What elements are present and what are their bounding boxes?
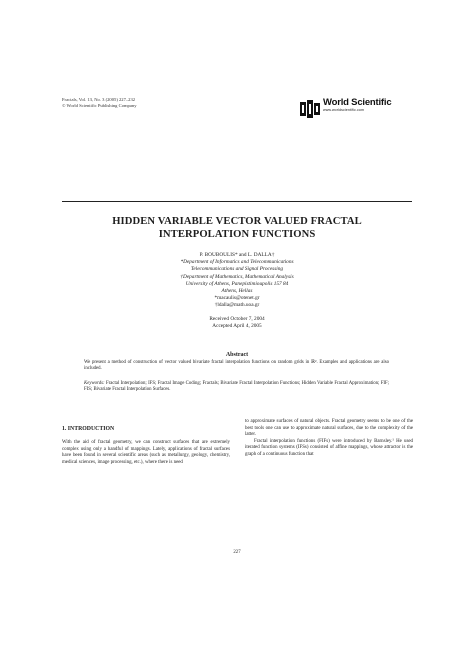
right-column <box>245 419 413 459</box>
affiliation-1-line-1: *Department of Informatics and Telecommunications <box>180 259 294 266</box>
header-rule <box>62 201 412 202</box>
intro-paragraph-3: Fractal interpolation functions (FIFs) were introduced by Barnsley.¹ He used iterated function systems (IFSs) consisted of affine mappings, whose attractor is the graph of a continuous function that <box>245 438 413 457</box>
section-heading-introduction: 1. INTRODUCTION <box>62 426 115 432</box>
affiliation-2-line-2: University of Athens, Panepistimioupolis 157 84 <box>185 280 289 287</box>
abstract-heading: Abstract <box>225 352 249 358</box>
left-column <box>62 440 230 466</box>
title-line-1: HIDDEN VARIABLE VECTOR VALUED FRACTAL <box>112 216 362 227</box>
journal-citation <box>62 97 137 109</box>
affiliation-2-line-1: †Department of Mathematics, Mathematical Analysis <box>180 273 294 280</box>
accepted-date: Accepted April 4, 2005 <box>212 322 262 329</box>
publisher-name: World Scientific <box>323 97 392 108</box>
affiliation-1-line-2: Telecommunications and Signal Processing <box>190 266 284 273</box>
received-date: Received October 7, 2004 <box>209 315 265 322</box>
publisher-places: www.worldscientific.com <box>323 108 365 112</box>
paper-title <box>62 216 412 241</box>
keywords <box>84 381 389 394</box>
page-number: 227 <box>233 550 241 555</box>
abstract-text: We present a method of construction of vector valued bivariate fractal interpolation functions on random grids in ℝ². Examples and applications are also included. <box>84 360 389 372</box>
authors: P. BOUBOULIS* and L. DALLA† <box>199 252 275 258</box>
email-2: †ldalla@math.uoa.gr <box>214 302 260 309</box>
keywords-text: Fractal Interpolation; IFS; Fractal Image Coding; Fractals; Bivariate Fractal Interpolation Functions; Hidden Variable Fractal Approximation; FIF; FIS; Bivariate Fractal Interpolation Surfaces. <box>84 381 389 393</box>
affiliation-2-line-3: Athens, Hellas <box>221 288 253 295</box>
journal-volume-line: Fractals, Vol. 13, No. 3 (2005) 227–232 <box>62 97 136 102</box>
title-line-2: INTERPOLATION FUNCTIONS <box>158 228 316 240</box>
intro-paragraph-2: to approximate surfaces of natural objects. Fractal geometry seems to be one of the best tools one can use to approximate natural surfaces, due to the complexity of the latter. <box>245 419 413 438</box>
email-1: *macaulis@otenet.gr <box>214 295 260 302</box>
copyright-line: © World Scientific Publishing Company <box>62 103 137 109</box>
keywords-label: Keywords: <box>84 381 105 386</box>
author-block <box>62 252 412 330</box>
intro-paragraph-1: With the aid of fractal geometry, we can construct surfaces that are extremely complex using only a handful of mappings. Lately, applications of fractal surfaces have been found in several scientific areas (such as metallurgy, geology, chemistry, medical sciences, image processing, etc.), where there is need <box>62 440 230 465</box>
world-scientific-logo-icon <box>299 98 321 120</box>
publisher-logo <box>299 98 391 120</box>
